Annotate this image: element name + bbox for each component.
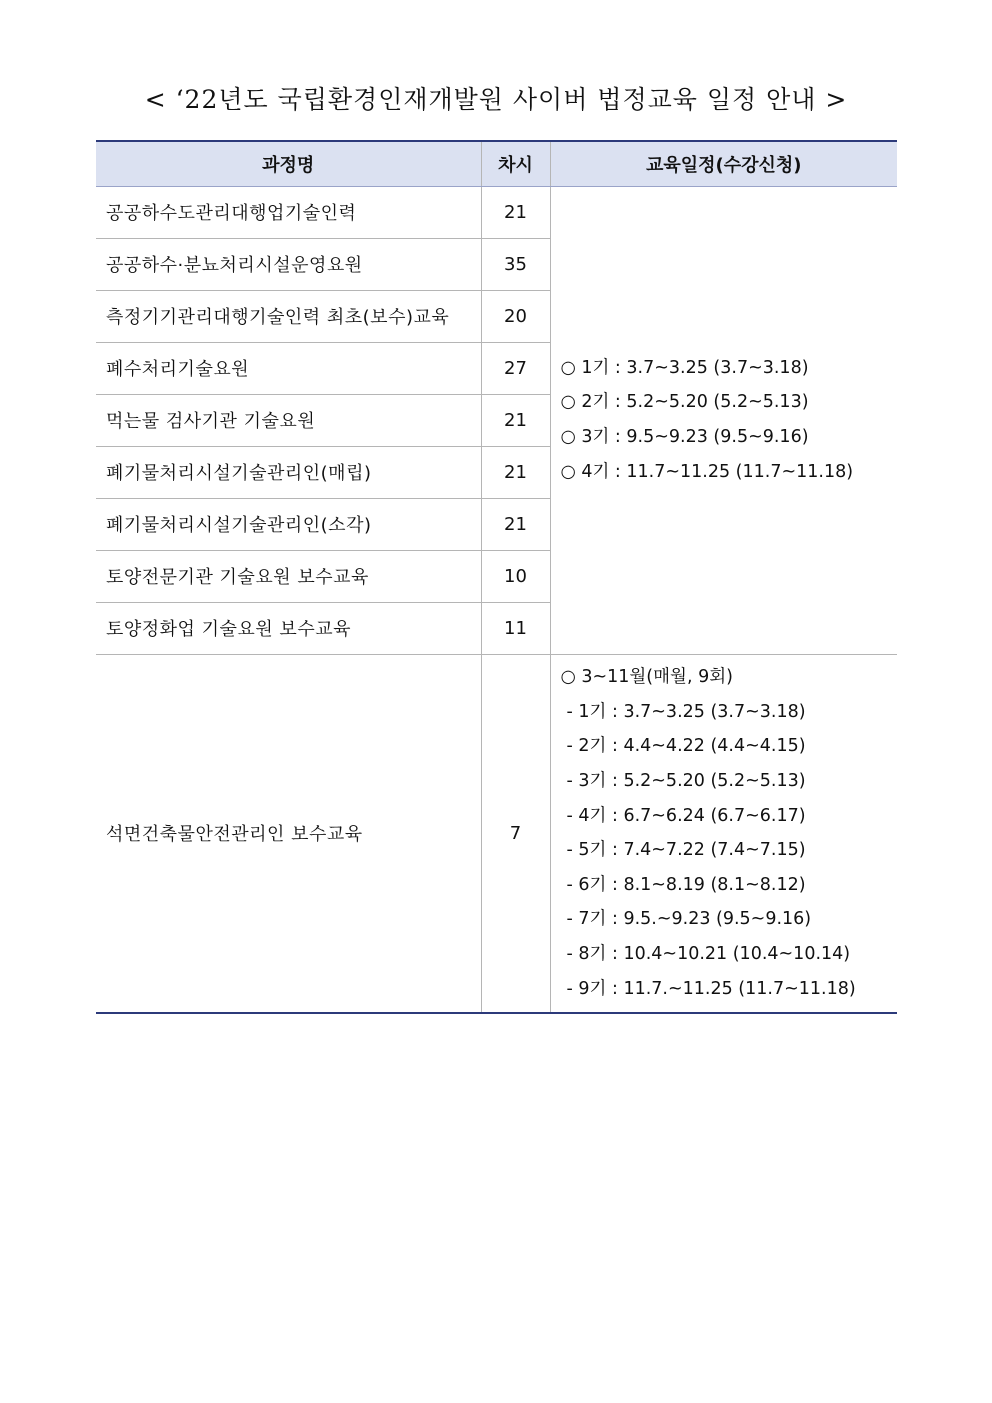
course-name: 토양정화업 기술요원 보수교육 bbox=[96, 602, 481, 654]
schedule-line: - 5기 : 7.4~7.22 (7.4~7.15) bbox=[566, 840, 806, 861]
schedule-line: - 1기 : 3.7~3.25 (3.7~3.18) bbox=[566, 701, 806, 722]
schedule-line: - 2기 : 4.4~4.22 (4.4~4.15) bbox=[566, 736, 806, 757]
session-count: 21 bbox=[481, 186, 550, 238]
schedule-line: ○ 1기 : 3.7~3.25 (3.7~3.18) bbox=[560, 357, 809, 378]
schedule-line: - 3기 : 5.2~5.20 (5.2~5.13) bbox=[566, 771, 806, 792]
schedule-line: ○ 4기 : 11.7~11.25 (11.7~11.18) bbox=[560, 461, 854, 482]
monthly-schedule-cell bbox=[550, 654, 897, 1013]
group-schedule-cell bbox=[550, 186, 897, 654]
table-row bbox=[96, 186, 897, 238]
course-name: 공공하수·분뇨처리시설운영요원 bbox=[96, 238, 481, 290]
header-course: 과정명 bbox=[96, 141, 481, 186]
schedule-line: - 9기 : 11.7.~11.25 (11.7~11.18) bbox=[566, 978, 856, 999]
schedule-line: ○ 2기 : 5.2~5.20 (5.2~5.13) bbox=[560, 392, 809, 413]
session-count: 10 bbox=[481, 550, 550, 602]
session-count: 27 bbox=[481, 342, 550, 394]
session-count: 21 bbox=[481, 498, 550, 550]
session-count: 21 bbox=[481, 446, 550, 498]
course-name: 측정기기관리대행기술인력 최초(보수)교육 bbox=[96, 290, 481, 342]
schedule-line: - 8기 : 10.4~10.21 (10.4~10.14) bbox=[566, 944, 851, 965]
course-name: 공공하수도관리대행업기술인력 bbox=[96, 186, 481, 238]
page-title: < ‘22년도 국립환경인재개발원 사이버 법정교육 일정 안내 > bbox=[144, 85, 848, 114]
schedule-line: - 7기 : 9.5.~9.23 (9.5~9.16) bbox=[566, 909, 812, 930]
schedule-line: ○ 3기 : 9.5~9.23 (9.5~9.16) bbox=[560, 427, 809, 447]
course-name: 먹는물 검사기관 기술요원 bbox=[96, 394, 481, 446]
course-name: 폐수처리기술요원 bbox=[96, 342, 481, 394]
course-name: 석면건축물안전관리인 보수교육 bbox=[96, 654, 481, 1013]
schedule-header-line: ○ 3~11월(매월, 9회) bbox=[560, 667, 733, 688]
table-header-row bbox=[96, 141, 897, 186]
session-count: 20 bbox=[481, 290, 550, 342]
education-schedule-table bbox=[96, 140, 897, 1014]
header-sessions: 차시 bbox=[481, 141, 550, 186]
header-schedule: 교육일정(수강신청) bbox=[550, 141, 897, 186]
session-count: 35 bbox=[481, 238, 550, 290]
session-count: 7 bbox=[481, 654, 550, 1013]
schedule-line: - 6기 : 8.1~8.19 (8.1~8.12) bbox=[566, 874, 806, 895]
course-name: 폐기물처리시설기술관리인(소각) bbox=[96, 498, 481, 550]
session-count: 21 bbox=[481, 394, 550, 446]
table-row bbox=[96, 654, 897, 1013]
course-name: 토양전문기관 기술요원 보수교육 bbox=[96, 550, 481, 602]
session-count: 11 bbox=[481, 602, 550, 654]
course-name: 폐기물처리시설기술관리인(매립) bbox=[96, 446, 481, 498]
schedule-line: - 4기 : 6.7~6.24 (6.7~6.17) bbox=[566, 805, 806, 826]
